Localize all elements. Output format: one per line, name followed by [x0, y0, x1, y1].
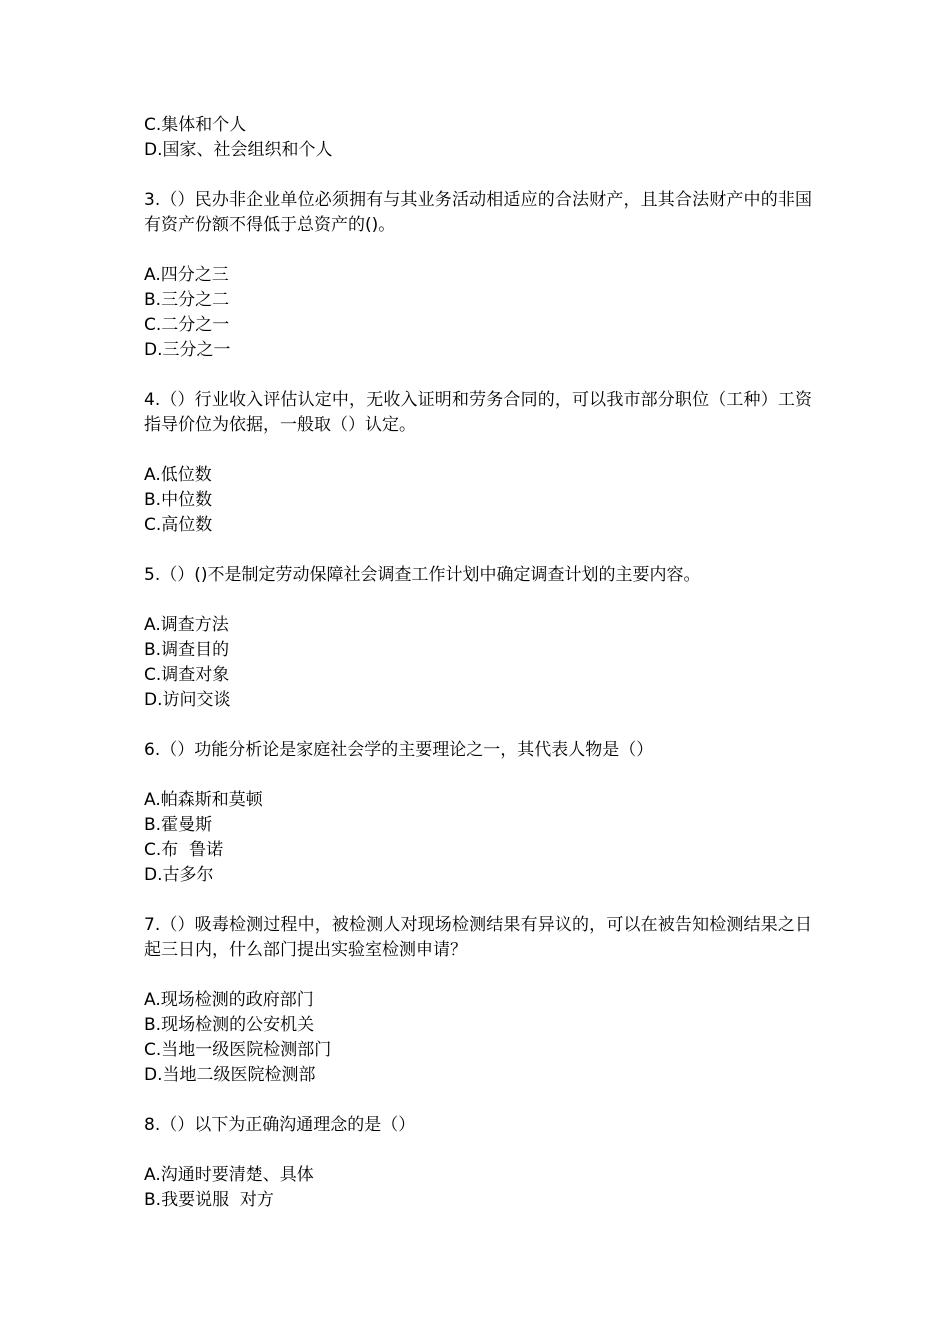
option-c-carryover: C.集体和个人: [144, 115, 247, 135]
option-b: B.霍曼斯: [144, 815, 213, 835]
option-a: A.现场检测的政府部门: [144, 990, 314, 1010]
option-d: D.古多尔: [144, 865, 214, 885]
spacer: [144, 363, 812, 388]
option-b: B.中位数: [144, 490, 213, 510]
option-a: A.沟通时要清楚、具体: [144, 1165, 314, 1185]
question-stem: 4.（）行业收入评估认定中，无收入证明和劳务合同的，可以我市部分职位（工种）工资指导价位为依据，一般取（）认定。: [144, 390, 812, 435]
spacer: [144, 163, 812, 188]
option-b: B.调查目的: [144, 640, 230, 660]
option-d: D.三分之一: [144, 340, 231, 360]
spacer: [144, 888, 812, 913]
spacer: [144, 1138, 812, 1163]
spacer: [144, 588, 812, 613]
option-a: A.帕森斯和莫顿: [144, 790, 263, 810]
question-stem: 7.（）吸毒检测过程中，被检测人对现场检测结果有异议的，可以在被告知检测结果之日起三日内，什么部门提出实验室检测申请？: [144, 915, 812, 960]
document-page: [144, 113, 812, 1213]
question-6: [144, 738, 812, 888]
question-8: [144, 1113, 812, 1213]
spacer: [144, 438, 812, 463]
question-stem: 8.（）以下为正确沟通理念的是（）: [144, 1115, 416, 1135]
question-5: [144, 563, 812, 713]
spacer: [144, 538, 812, 563]
spacer: [144, 1088, 812, 1113]
question-stem: 3.（）民办非企业单位必须拥有与其业务活动相适应的合法财产，且其合法财产中的非国有资产份额不得低于总资产的()。: [144, 190, 812, 235]
question-stem: 6.（）功能分析论是家庭社会学的主要理论之一，其代表人物是（）: [144, 740, 654, 760]
option-c: C.布 鲁诺: [144, 840, 224, 860]
spacer: [144, 238, 812, 263]
option-c: C.当地一级医院检测部门: [144, 1040, 332, 1060]
option-d: D.访问交谈: [144, 690, 231, 710]
option-a: A.四分之三: [144, 265, 229, 285]
option-d-carryover: D.国家、社会组织和个人: [144, 140, 333, 160]
question-3: [144, 188, 812, 363]
option-c: C.二分之一: [144, 315, 230, 335]
option-c: C.高位数: [144, 515, 213, 535]
question-stem: 5.（）()不是制定劳动保障社会调查工作计划中确定调查计划的主要内容。: [144, 565, 701, 585]
question-7: [144, 913, 812, 1088]
option-d: D.当地二级医院检测部: [144, 1065, 316, 1085]
option-a: A.低位数: [144, 465, 212, 485]
spacer: [144, 713, 812, 738]
option-b: B.我要说服 对方: [144, 1190, 274, 1210]
option-a: A.调查方法: [144, 615, 229, 635]
spacer: [144, 763, 812, 788]
option-b: B.三分之二: [144, 290, 230, 310]
spacer: [144, 963, 812, 988]
option-b: B.现场检测的公安机关: [144, 1015, 315, 1035]
option-c: C.调查对象: [144, 665, 230, 685]
question-4: [144, 388, 812, 538]
